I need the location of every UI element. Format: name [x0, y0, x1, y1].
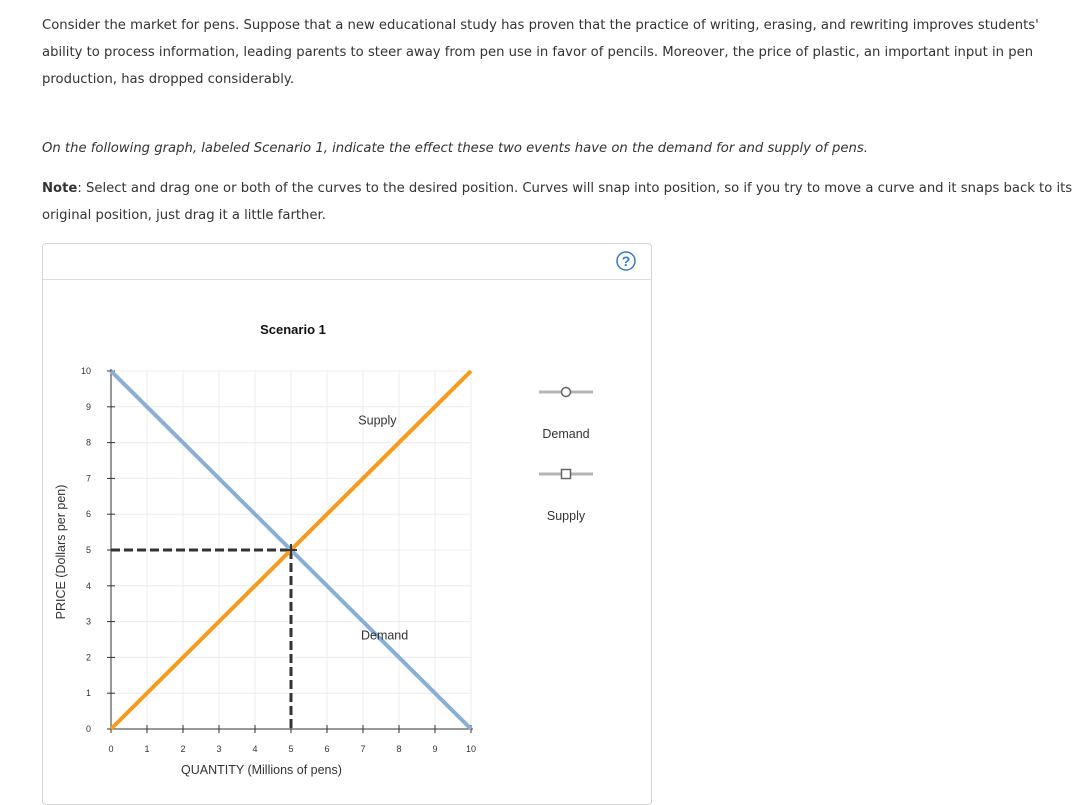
- y-tick-label-7: 7: [85, 473, 91, 484]
- y-tick-label-5: 5: [85, 545, 91, 555]
- question-intro: Consider the market for pens. Suppose that a new educational study has proven that the practice of writing, erasing, and rewriting improves students' ability to process information, leading parents to steer away from pen use in favor of pencils. Moreover, the price of plastic, an important input in pen production, has dropped considerably.: [42, 18, 1039, 87]
- legend-supply-label: Supply: [546, 509, 586, 523]
- x-axis-title: QUANTITY (Millions of pens): [181, 763, 342, 777]
- legend-demand-marker[interactable]: [562, 388, 571, 397]
- y-tick-label-8: 8: [85, 437, 91, 448]
- supply-curve-label: Supply: [358, 413, 397, 428]
- help-symbol: ?: [621, 253, 631, 269]
- y-tick-label-10: 10: [80, 366, 91, 376]
- y-tick-label-9: 9: [85, 401, 91, 412]
- y-tick-label-6: 6: [85, 509, 91, 520]
- note-label: Note: [42, 181, 78, 196]
- scenario-chart: [43, 244, 651, 792]
- x-tick-label-9: 9: [432, 744, 438, 754]
- y-tick-label-4: 4: [85, 580, 91, 591]
- chart-title: Scenario 1: [260, 322, 326, 337]
- legend-demand-label: Demand: [542, 427, 590, 441]
- legend-supply-marker[interactable]: [562, 470, 571, 479]
- x-tick-label-6: 6: [324, 744, 330, 754]
- y-tick-label-2: 2: [85, 652, 91, 663]
- y-tick-label-1: 1: [85, 688, 91, 699]
- demand-curve-label: Demand: [360, 628, 409, 643]
- x-tick-label-1: 1: [144, 744, 150, 754]
- note-text: : Select and drag one or both of the curves to the desired position. Curves will snap into position, so if you try to move a curve and it snaps back to its original position, just drag it a little farther.: [42, 181, 1073, 223]
- x-tick-label-10: 10: [465, 744, 477, 754]
- x-tick-label-8: 8: [396, 744, 402, 754]
- x-tick-label-0: 0: [108, 744, 114, 754]
- y-tick-label-0: 0: [85, 724, 91, 734]
- y-tick-label-3: 3: [85, 616, 91, 627]
- graph-panel: [42, 243, 652, 805]
- x-tick-label-7: 7: [360, 744, 366, 754]
- x-tick-label-2: 2: [180, 744, 186, 754]
- y-axis-title: PRICE (Dollars per pen): [54, 484, 68, 620]
- x-tick-label-5: 5: [288, 744, 294, 754]
- x-tick-label-3: 3: [216, 744, 222, 754]
- question-instruction: On the following graph, labeled Scenario 1, indicate the effect these two events have on the demand for and supply of pens.: [42, 141, 868, 156]
- x-tick-label-4: 4: [252, 744, 258, 754]
- question-note: [42, 175, 1077, 229]
